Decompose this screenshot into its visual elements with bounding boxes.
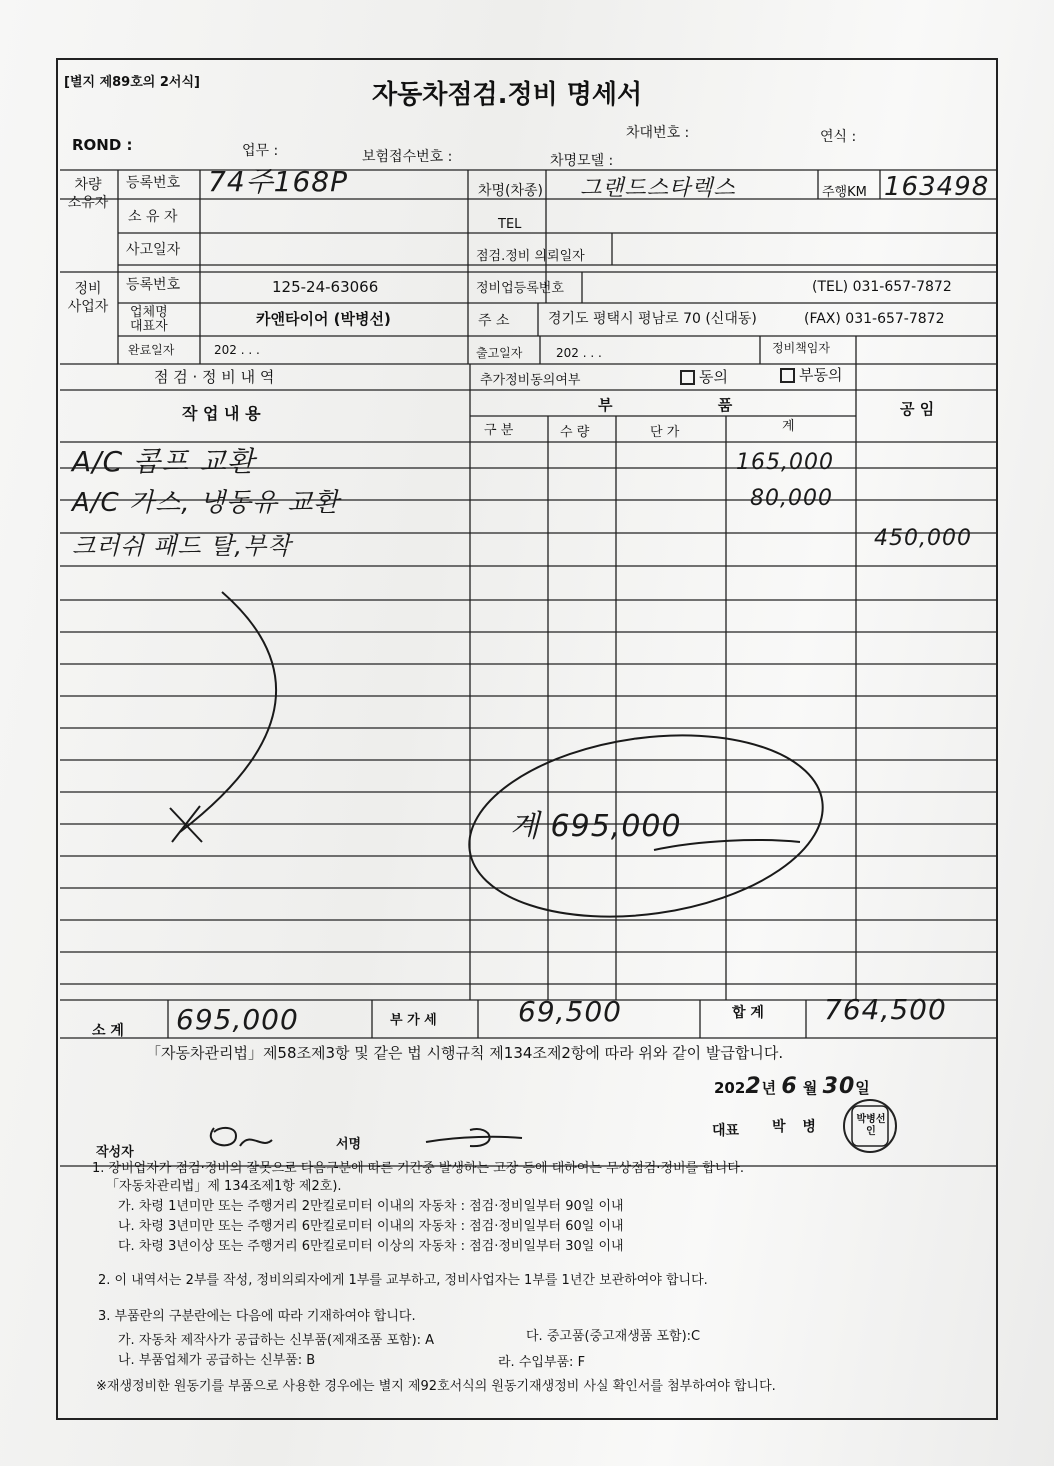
issue-date: 2022년 6 월 30일 [714, 1074, 870, 1099]
disagree-checkbox[interactable]: 부동의 [780, 368, 842, 383]
owner-reg-value: 74주168P [208, 165, 349, 198]
company-label-1: 업체명 [130, 305, 168, 320]
rond-label: ROND : [72, 136, 133, 154]
complete-date-label: 완료일자 [128, 343, 175, 357]
subtotal-value: 695,000 [176, 1003, 299, 1036]
work-label: 업무 : [242, 143, 279, 159]
parts-header: 부 품 [598, 396, 733, 414]
model-label: 차명모델 : [550, 153, 614, 169]
mileage-label: 주행KM [822, 185, 867, 200]
vat-value: 69,500 [518, 995, 622, 1028]
note-line: 다. 차령 3년이상 또는 주행거리 6만킬로미터 이상의 자동차 : 점검·정비일부터 30일 이내 [118, 1239, 624, 1254]
col-total-header: 계 [782, 419, 795, 434]
item-work: A/C 콤프 교환 [72, 445, 256, 478]
legal-statement: 「자동차관리법」제58조제3항 및 같은 법 시행규칙 제134조제2항에 따라 위와 같이 발급합니다. [146, 1044, 784, 1062]
note-line: 나. 부품업체가 공급하는 신부품: B [118, 1353, 316, 1368]
item-work: 크러쉬 패드 탈,부착 [72, 532, 292, 560]
company-value: 카앤타이어 (박병선) [256, 310, 391, 328]
seal-text: 박병선인 [856, 1114, 886, 1137]
total-value: 764,500 [824, 993, 947, 1026]
shop-reg-value: 125-24-63066 [272, 278, 379, 296]
owner-reg-label: 등록번호 [126, 175, 181, 191]
handwritten-marks [170, 592, 835, 1146]
note-line: 다. 중고품(중고재생품 포함):C [526, 1329, 701, 1344]
item-labor: 450,000 [874, 526, 972, 551]
shop-reg-label: 등록번호 [126, 277, 181, 293]
insurance-label: 보험접수번호 : [362, 149, 453, 165]
company-label-2: 대표자 [130, 319, 168, 334]
checkbox-icon [680, 370, 695, 385]
owner-section-label: 차량 소유자 [67, 177, 109, 211]
item-total: 80,000 [750, 486, 833, 511]
representative-label: 대표 [712, 1123, 740, 1139]
mileage-value: 163498 [884, 172, 990, 202]
owner-label: 소 유 자 [128, 209, 178, 225]
item-work: A/C 가스, 냉동유 교환 [72, 488, 340, 518]
release-date-value: 202 . . . [556, 346, 602, 360]
tel-label: TEL [498, 217, 522, 232]
checkbox-icon [780, 368, 795, 383]
representative-name: 박 병 [772, 1119, 816, 1135]
note-line: 1. 장비업자가 점검·정비의 잘못으로 다음구분에 따른 기간중 발생하는 고장 등에 대하여는 무상점검·정비를 합니다. [92, 1161, 745, 1176]
details-section-label: 점 검 · 정 비 내 역 [154, 368, 275, 386]
note-line: 가. 자동차 제작사가 공급하는 신부품(제재조품 포함): A [118, 1333, 435, 1348]
agree-checkbox[interactable]: 동의 [680, 370, 728, 385]
car-name-value: 그랜드스타렉스 [580, 176, 736, 201]
labor-header: 공 임 [900, 400, 935, 418]
total-label: 합 계 [732, 1005, 764, 1021]
col-type-header: 구 분 [484, 423, 514, 438]
biz-reg-label: 정비업등록번호 [476, 281, 564, 296]
consent-label: 추가정비동의여부 [480, 373, 581, 388]
request-date-label: 점검.정비 의뢰일자 [476, 249, 585, 264]
subtotal-label: 소 계 [92, 1023, 124, 1039]
chassis-label: 차대번호 : [626, 125, 690, 141]
car-name-label: 차명(차종) [478, 183, 544, 199]
note-line: ※재생정비한 원동기를 부품으로 사용한 경우에는 별지 제92호서식의 원동기재생정비 사실 확인서를 첨부하여야 합니다. [96, 1379, 776, 1394]
note-line: 라. 수입부품: F [498, 1355, 586, 1370]
manager-label: 정비책임자 [772, 341, 830, 355]
item-total: 165,000 [736, 450, 834, 475]
accident-label: 사고일자 [126, 242, 181, 258]
shop-tel: (TEL) 031-657-7872 [812, 279, 952, 295]
address-label: 주 소 [478, 313, 510, 329]
document-title: 자동차점검.정비 명세서 [372, 80, 643, 110]
circled-total: 계 695,000 [510, 809, 682, 844]
note-line: 가. 차령 1년미만 또는 주행거리 2만킬로미터 이내의 자동차 : 점검·정비일부터 90일 이내 [118, 1199, 624, 1214]
work-header: 작 업 내 용 [182, 404, 261, 423]
address-value: 경기도 평택시 평남로 70 (신대동) [548, 311, 757, 327]
vat-label: 부 가 세 [390, 1013, 437, 1028]
note-line: 2. 이 내역서는 2부를 작성, 정비의뢰자에게 1부를 교부하고, 정비사업자는 1부를 1년간 보관하여야 합니다. [98, 1273, 708, 1288]
note-line: 3. 부품란의 구분란에는 다음에 따라 기재하여야 합니다. [98, 1309, 416, 1324]
note-line: 나. 차령 3년미만 또는 주행거리 6만킬로미터 이내의 자동차 : 점검·정비일부터 60일 이내 [118, 1219, 624, 1234]
col-qty-header: 수 량 [560, 425, 590, 440]
release-date-label: 출고일자 [476, 346, 523, 360]
writer-label: 작성자 [96, 1145, 134, 1160]
year-label: 연식 : [820, 129, 857, 145]
shop-section-label: 정비 사업자 [67, 281, 109, 315]
sign-label: 서명 [336, 1137, 362, 1152]
col-unit-header: 단 가 [650, 425, 680, 440]
form-reference: [별지 제89호의 2서식] [64, 75, 200, 90]
complete-date-value: 202 . . . [214, 343, 260, 357]
note-line: 「자동차관리법」제 134조제1항 제2호). [106, 1179, 342, 1194]
shop-fax: (FAX) 031-657-7872 [804, 311, 945, 327]
